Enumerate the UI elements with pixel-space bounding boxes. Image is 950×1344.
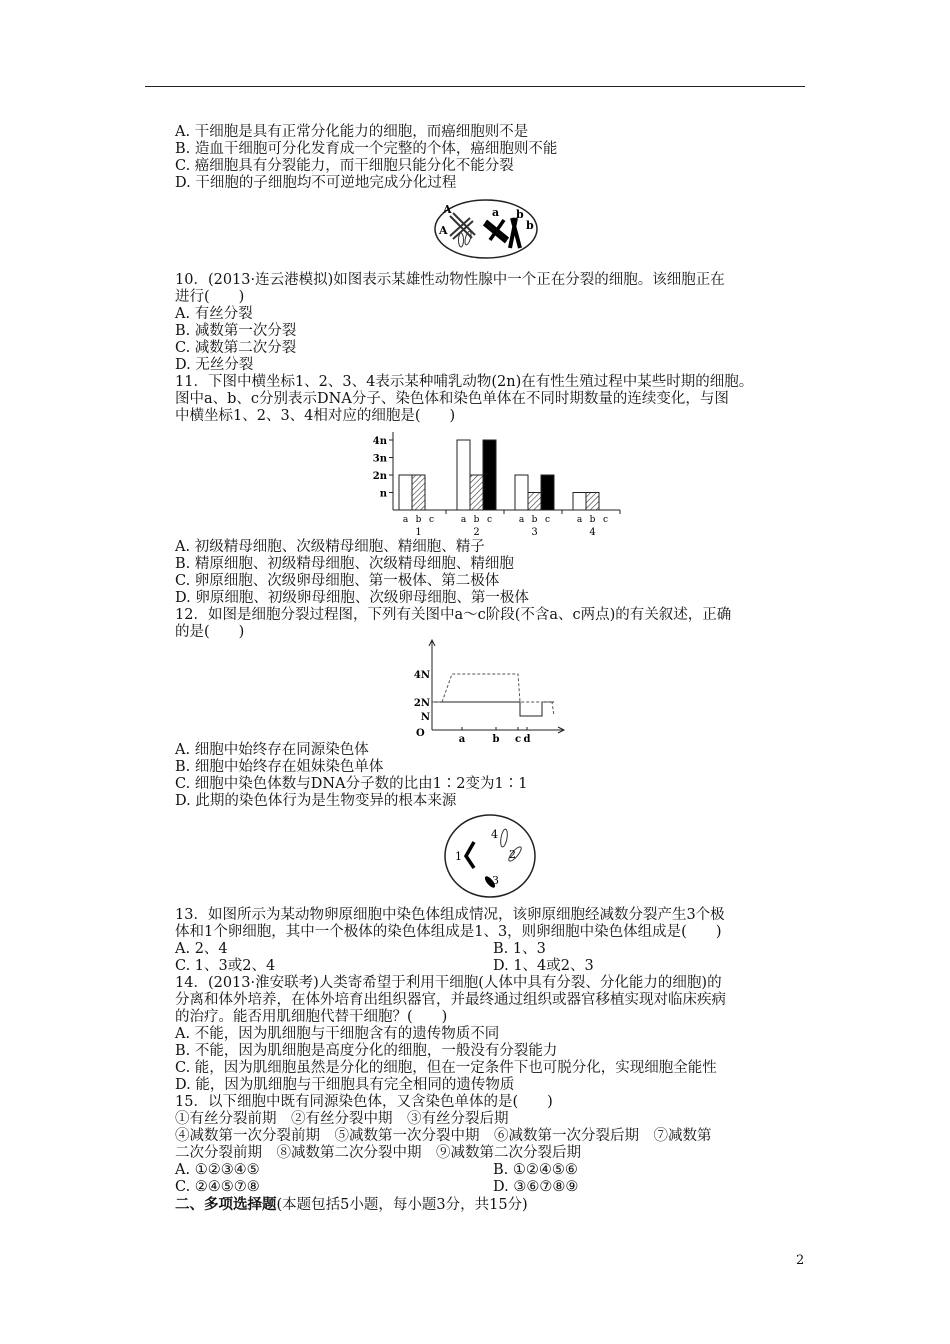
q15-stem-line: 二次分裂前期 ⑧减数第二次分裂中期 ⑨减数第二次分裂后期 xyxy=(175,1145,581,1161)
q15-stem-line: ①有丝分裂前期 ②有丝分裂中期 ③有丝分裂后期 xyxy=(175,1111,509,1127)
section-2-note: (本题包括5小题，每小题3分，共15分) xyxy=(276,1197,528,1213)
bar-b xyxy=(412,475,425,510)
q14-stem-line: 的治疗。能否用肌细胞代替干细胞？( ) xyxy=(175,1009,448,1025)
q15-option-c: C. ②④⑤⑦⑧ xyxy=(175,1179,260,1195)
bar-sub-label: a xyxy=(460,515,467,525)
q14-stem-line: 分离和体外培养，在体外培育出组织器官，并最终通过组织或器官移植实现对临床疾病 xyxy=(175,992,726,1008)
y-tick-label: N xyxy=(420,712,430,723)
fig13-label: 2 xyxy=(509,848,516,861)
fig10-label: a xyxy=(492,206,500,219)
q14-option-b: B. 不能，因为肌细胞是高度分化的细胞，一般没有分裂能力 xyxy=(175,1043,558,1059)
origin-label: O xyxy=(416,728,425,739)
q13-stem-line: 体和1个卵细胞，其中一个极体的染色体组成是1、3，则卵细胞中染色体组成是( ) xyxy=(175,924,722,940)
q9-option-b: B. 造血干细胞可分化发育成一个完整的个体，癌细胞则不能 xyxy=(175,141,558,157)
bar-a xyxy=(573,493,586,511)
section-2-heading xyxy=(175,1196,528,1214)
x-tick-label: b xyxy=(492,734,500,744)
fig10-label: b xyxy=(516,208,524,221)
y-tick-label: n xyxy=(379,488,387,500)
fig13-label: 1 xyxy=(455,850,462,863)
q12-option-a: A. 细胞中始终存在同源染色体 xyxy=(175,742,369,758)
q10-option-b: B. 减数第一次分裂 xyxy=(175,323,297,339)
q10-option-a: A. 有丝分裂 xyxy=(175,306,253,322)
q15-option-d: D. ③⑥⑦⑧⑨ xyxy=(493,1179,579,1195)
x-tick-label: c xyxy=(514,734,522,744)
q10-cell-figure xyxy=(432,196,540,262)
q10-stem-line: 进行( ) xyxy=(175,289,245,305)
q13-stem-line: 13．如图所示为某动物卵原细胞中染色体组成情况，该卵原细胞经减数分裂产生3个极 xyxy=(175,907,725,923)
q11-stem-line: 图中a、b、c分别表示DNA分子、染色体和染色单体在不同时期数量的连续变化，与图 xyxy=(175,391,729,407)
bar-b xyxy=(470,475,483,510)
q12-option-b: B. 细胞中始终存在姐妹染色单体 xyxy=(175,759,384,775)
fig10-label: A xyxy=(439,224,448,237)
q12-option-d: D. 此期的染色体行为是生物变异的根本来源 xyxy=(175,793,457,809)
q13-option-d: D. 1、4或2、3 xyxy=(493,958,594,974)
bar-sub-label: b xyxy=(531,515,538,525)
q13-option-a: A. 2、4 xyxy=(175,941,228,957)
q11-stem-line: 中横坐标1、2、3、4相对应的细胞是( ) xyxy=(175,408,456,424)
bar-sub-label: c xyxy=(602,515,609,525)
fig10-label: A xyxy=(443,203,452,216)
bar-sub-label: b xyxy=(589,515,596,525)
bar-a xyxy=(515,475,528,510)
q15-stem-line: 15．以下细胞中既有同源染色体，又含染色单体的是( ) xyxy=(175,1094,553,1110)
bar-sub-label: a xyxy=(402,515,409,525)
bar-b xyxy=(528,493,541,511)
bar-sub-label: a xyxy=(576,515,583,525)
q13-cell-figure xyxy=(442,812,538,900)
bar-a xyxy=(457,440,470,510)
q12-line-chart xyxy=(408,636,568,744)
q11-stem-line: 11．下图中横坐标1、2、3、4表示某种哺乳动物(2n)在有性生殖过程中某些时期的细胞。 xyxy=(175,374,754,390)
q15-stem-line: ④减数第一次分裂前期 ⑤减数第一次分裂中期 ⑥减数第一次分裂后期 ⑦减数第 xyxy=(175,1128,712,1144)
page-number: 2 xyxy=(796,1253,805,1268)
q13-option-b: B. 1、3 xyxy=(493,941,546,957)
q14-stem-line: 14．(2013·淮安联考)人类寄希望于利用干细胞(人体中具有分裂、分化能力的细胞)的 xyxy=(175,975,722,991)
q14-option-a: A. 不能，因为肌细胞与干细胞含有的遗传物质不同 xyxy=(175,1026,500,1042)
header-rule xyxy=(145,86,805,87)
q13-option-c: C. 1、3或2、4 xyxy=(175,958,276,974)
bar-sub-label: a xyxy=(518,515,525,525)
bar-c xyxy=(541,475,554,510)
x-tick-label: d xyxy=(523,734,531,744)
line-series-dashed xyxy=(432,674,554,716)
x-category-label: 4 xyxy=(589,527,596,538)
y-tick-label: 4N xyxy=(413,670,430,681)
bar-sub-label: b xyxy=(473,515,480,525)
q11-bar-chart xyxy=(355,428,625,538)
q11-option-b: B. 精原细胞、初级精母细胞、次级精母细胞、精细胞 xyxy=(175,556,514,572)
y-tick-label: 3n xyxy=(372,453,387,465)
q15-option-b: B. ①②④⑤⑥ xyxy=(493,1162,578,1178)
bar-sub-label: c xyxy=(486,515,493,525)
fig13-label: 4 xyxy=(491,828,498,841)
x-category-label: 3 xyxy=(531,527,538,538)
x-tick-label: a xyxy=(458,734,466,744)
bar-sub-label: b xyxy=(415,515,422,525)
bar-sub-label: c xyxy=(428,515,435,525)
y-tick-label: 2N xyxy=(413,698,430,709)
q9-option-c: C. 癌细胞具有分裂能力，而干细胞只能分化不能分裂 xyxy=(175,158,514,174)
q11-option-c: C. 卵原细胞、次级卵母细胞、第一极体、第二极体 xyxy=(175,573,500,589)
section-2-title: 二、多项选择题 xyxy=(175,1196,277,1213)
bar-a xyxy=(399,475,412,510)
q11-option-a: A. 初级精母细胞、次级精母细胞、精细胞、精子 xyxy=(175,539,485,555)
q12-stem-line: 的是( ) xyxy=(175,624,245,640)
x-category-label: 1 xyxy=(415,527,422,538)
q12-stem-line: 12．如图是细胞分裂过程图，下列有关图中a～c阶段(不含a、c两点)的有关叙述，正确 xyxy=(175,607,732,623)
q9-option-d: D. 干细胞的子细胞均不可逆地完成分化过程 xyxy=(175,175,457,191)
fig10-label: b xyxy=(526,219,534,232)
q10-stem-line: 10．(2013·连云港模拟)如图表示某雄性动物性腺中一个正在分裂的细胞。该细胞正在 xyxy=(175,272,725,288)
q10-option-d: D. 无丝分裂 xyxy=(175,357,254,373)
y-tick-label: 2n xyxy=(372,471,387,482)
q10-option-c: C. 减数第二次分裂 xyxy=(175,340,297,356)
q14-option-c: C. 能，因为肌细胞虽然是分化的细胞，但在一定条件下也可脱分化，实现细胞全能性 xyxy=(175,1060,717,1076)
q15-option-a: A. ①②③④⑤ xyxy=(175,1162,260,1178)
x-category-label: 2 xyxy=(473,527,480,538)
q12-option-c: C. 细胞中染色体数与DNA分子数的比由1∶2变为1∶1 xyxy=(175,776,528,792)
line-series-solid xyxy=(432,702,554,716)
bar-c xyxy=(483,440,496,510)
q9-option-a: A. 干细胞是具有正常分化能力的细胞，而癌细胞则不是 xyxy=(175,124,529,140)
fig13-label: 3 xyxy=(492,874,499,887)
bar-sub-label: c xyxy=(544,515,551,525)
bar-b xyxy=(586,493,599,511)
q11-option-d: D. 卵原细胞、初级卵母细胞、次级卵母细胞、第一极体 xyxy=(175,590,529,606)
q14-option-d: D. 能，因为肌细胞与干细胞具有完全相同的遗传物质 xyxy=(175,1077,515,1093)
y-tick-label: 4n xyxy=(372,436,387,447)
